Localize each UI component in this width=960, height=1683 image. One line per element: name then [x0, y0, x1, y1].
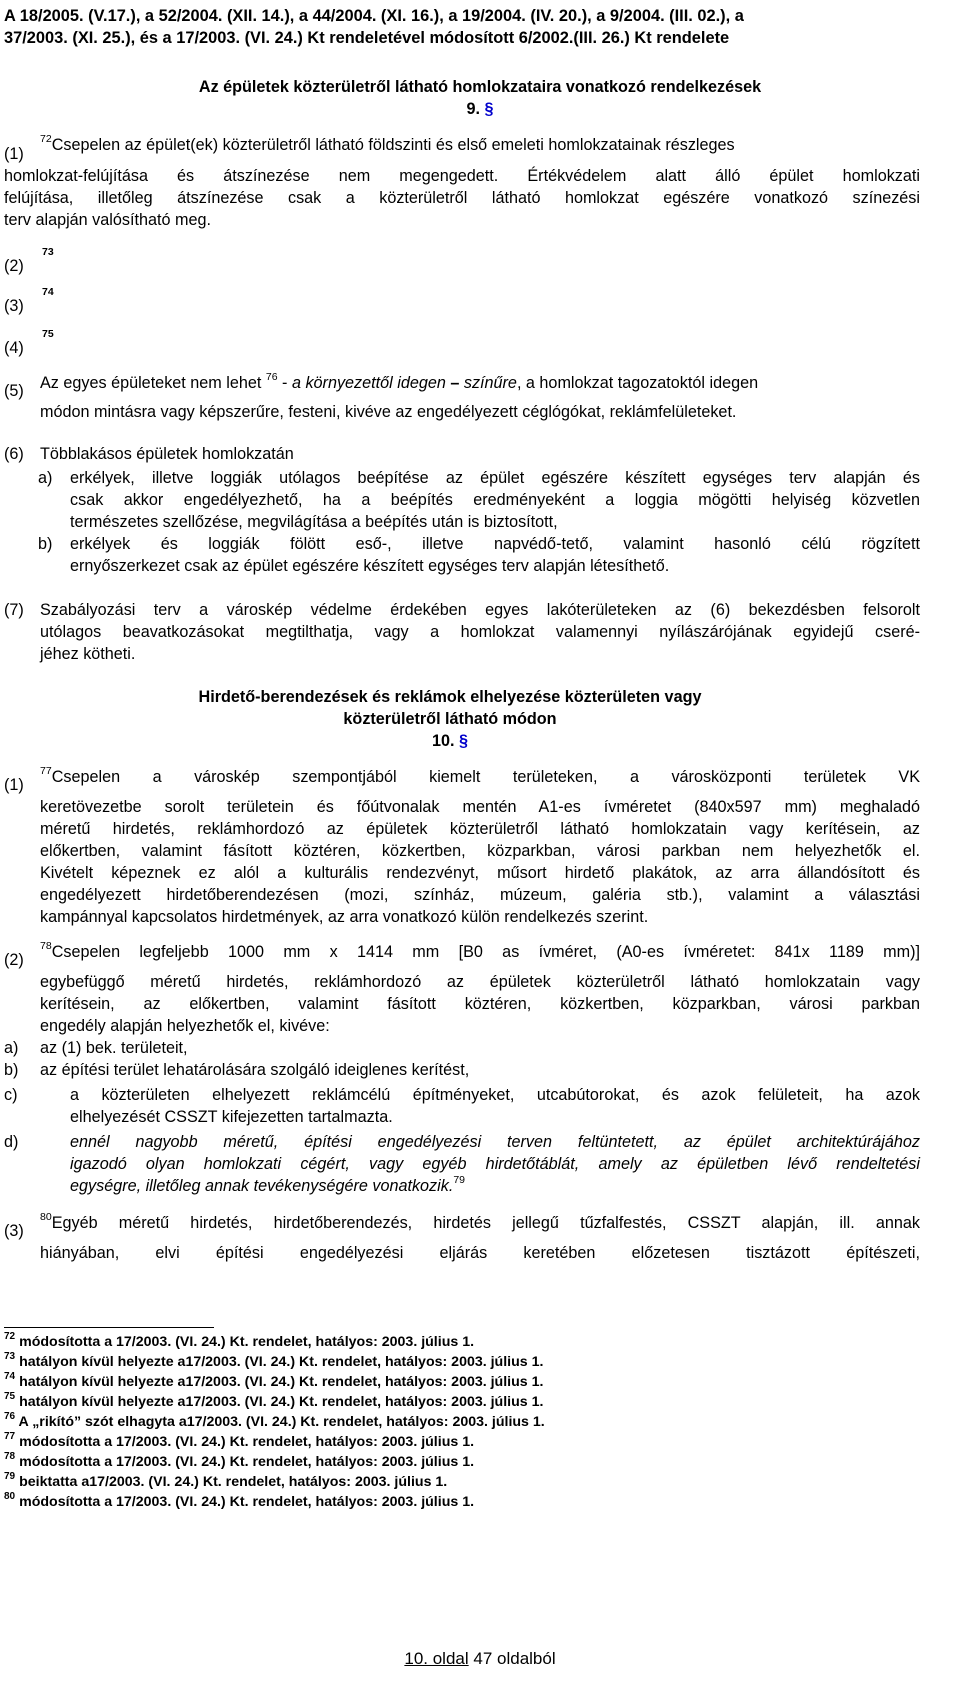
s9-p6-a-line3: természetes szellőzése, megvilágítása a beépítés után is biztosított,: [70, 513, 558, 531]
footnote: [4, 1393, 543, 1411]
footnote-number: 77: [4, 1431, 16, 1443]
paragraph-number: (4): [4, 339, 24, 357]
footnote: [4, 1413, 545, 1431]
footnote-separator: [4, 1327, 214, 1328]
section-10-heading-line1: Hirdető-berendezések és reklámok elhelyezése közterületen vagy: [198, 688, 702, 706]
list-label: b): [4, 1061, 19, 1079]
s9-p7-line3: jéhez kötheti.: [40, 645, 136, 663]
list-label: a): [4, 1039, 19, 1057]
s10-p1-line5: Kivételt képeznek ez alól a kulturális rendezvényt, műsort hirdető plakátok, az arra állandósított és: [40, 864, 920, 882]
s9-p6-b-line1: erkélyek és loggiák fölött eső-, illetve napvédő-tető, valamint hasonló célú rögzített: [70, 535, 920, 553]
footnote-ref[interactable]: 77: [40, 764, 52, 777]
footnote-text: módosította a 17/2003. (VI. 24.) Kt. rendelet, hatályos: 2003. július 1.: [19, 1454, 475, 1470]
s10-p2-d-line3: [70, 1173, 920, 1198]
s10-p1-line3: méretű hirdetés, reklámhordozó az épületek közterületről látható homlokzatain vagy kerítésein, az: [40, 820, 920, 838]
footnote-number: 75: [4, 1391, 16, 1403]
italic-text: a környezettől idegen: [291, 374, 446, 392]
page-total: 47 oldalból: [468, 1649, 556, 1668]
footnote-number: 80: [4, 1491, 16, 1503]
s9-p1-line1: [40, 132, 920, 157]
footnote-ref[interactable]: 76: [265, 370, 278, 383]
s9-p7-line2: utólagos beavatkozásokat megtilthatja, vagy a homlokzat valamennyi nyílászárójának egyidejű cseré-: [40, 623, 920, 641]
s10-p2-d-line1: ennél nagyobb méretű, építési engedélyezési terven feltüntetett, az épület architektúrájához: [70, 1133, 920, 1151]
footnote-number: 72: [4, 1331, 16, 1343]
footnote-text: hatályon kívül helyezte a17/2003. (VI. 24.) Kt. rendelet, hatályos: 2003. július 1.: [19, 1394, 544, 1410]
footnote: [4, 1453, 474, 1471]
page-number: 10. oldal: [404, 1649, 469, 1668]
text: -: [277, 374, 292, 392]
footnote-number: 73: [4, 1351, 16, 1363]
s10-p1-line6: engedélyezett hirdetőberendezésen (mozi, színház, múzeum, galéria stb.), valamint a választási: [40, 886, 920, 904]
footnote-text: hatályon kívül helyezte a17/2003. (VI. 24.) Kt. rendelet, hatályos: 2003. július 1.: [19, 1374, 544, 1390]
section-9-number: [0, 99, 960, 121]
paragraph-number: (3): [4, 1222, 24, 1240]
section-9-heading: Az épületek közterületről látható homlokzataira vonatkozó rendelkezések: [198, 78, 762, 96]
paragraph-number: (1): [4, 145, 24, 163]
text: Az egyes épületeket nem lehet: [40, 374, 266, 392]
footnote: [4, 1493, 474, 1511]
s10-p2-line2: egybefüggő méretű hirdetés, reklámhordozó az épületek közterületről látható homlokzatain vagy: [40, 973, 920, 991]
footnote-ref[interactable]: 79: [453, 1173, 466, 1186]
text: Egyéb méretű hirdetés, hirdetőberendezés, hirdetés jellegű tűzfalfestés, CSSZT alapján, ill. annak: [51, 1214, 920, 1232]
s9-p6-a-line1: erkélyek, illetve loggiák utólagos beépítése az épület egészére készített egységes terv alapján és: [70, 469, 920, 487]
footnote-number: 74: [4, 1371, 16, 1383]
s10-p1-line7: kampánnyal kapcsolatos hirdetmények, az arra vonatkozó külön rendelkezés szerint.: [40, 908, 649, 926]
s10-p3-line1: [40, 1210, 920, 1235]
text: Csepelen legfeljebb 1000 mm x 1414 mm [B0 as ívméret, (A0-es ívméretet: 841x 1189 mm)]: [51, 943, 920, 961]
paragraph-number: (3): [4, 297, 24, 315]
s10-p3-line2: hiányában, elvi építési engedélyezési eljárás keretében előzetesen tisztázott építészeti,: [40, 1244, 920, 1262]
footnote-ref[interactable]: 78: [40, 939, 52, 952]
s10-p2-line4: engedély alapján helyezhetők el, kivéve:: [40, 1017, 330, 1035]
footnote-ref[interactable]: 72: [40, 132, 52, 145]
list-label: b): [38, 535, 53, 553]
s9-p5-line2: módon mintásra vagy képszerűre, festeni, kivéve az engedélyezett céglógókat, reklámfelületeket.: [40, 403, 737, 421]
s10-p2-c-line2: elhelyezését CSSZT kifejezetten tartalmazta.: [70, 1108, 393, 1126]
footnote-text: hatályon kívül helyezte a17/2003. (VI. 24.) Kt. rendelet, hatályos: 2003. július 1.: [19, 1354, 544, 1370]
s9-p1-line2: homlokzat-felújítása és átszínezése nem megengedett. Értékvédelem alatt álló épület homlokzati: [4, 167, 920, 185]
paragraph-number: (2): [4, 257, 24, 275]
s9-p1-line3: felújítása, illetőleg átszínezése csak a közterületről látható homlokzat egészére vonatkozó színezési: [4, 189, 920, 207]
footnote-ref[interactable]: 80: [40, 1210, 52, 1223]
section-10-number: [0, 731, 900, 753]
paragraph-number: (2): [4, 951, 24, 969]
footnote-text: beiktatta a17/2003. (VI. 24.) Kt. rendelet, hatályos: 2003. július 1.: [19, 1474, 448, 1490]
footnote-number: 78: [4, 1451, 16, 1463]
section-9-number-text: 9.: [466, 100, 485, 118]
footnote-number: 76: [4, 1411, 16, 1423]
s10-p1-line1: [40, 764, 920, 789]
footnote-text: módosította a 17/2003. (VI. 24.) Kt. rendelet, hatályos: 2003. július 1.: [19, 1434, 475, 1450]
s10-p2-line1: [40, 939, 920, 964]
text: , a homlokzat tagozatoktól idegen: [516, 374, 759, 392]
header-line-1: A 18/2005. (V.17.), a 52/2004. (XII. 14.), a 44/2004. (XI. 16.), a 19/2004. (IV. 20.), a 9/2004. (III. 02.), a: [4, 7, 744, 25]
s9-p1-line4: terv alapján valósítható meg.: [4, 211, 211, 229]
section-10-number-text: 10.: [431, 732, 459, 750]
paragraph-number: (7): [4, 601, 24, 619]
footnote: [4, 1473, 447, 1491]
paragraph-number: (1): [4, 776, 24, 794]
page-footer: [0, 1648, 960, 1670]
document-header: [4, 5, 944, 49]
footnote: [4, 1433, 474, 1451]
s9-p6-b-line2: ernyőszerkezet csak az épület egészére készített egységes terv alapján létesíthető.: [70, 557, 670, 575]
footnote: [4, 1373, 543, 1391]
paragraph-number: (5): [4, 382, 24, 400]
section-link[interactable]: §: [484, 100, 494, 118]
s10-p2-b: az építési terület lehatárolására szolgáló ideiglenes kerítést,: [40, 1061, 470, 1079]
footnote: [4, 1333, 474, 1351]
list-label: c): [4, 1086, 18, 1104]
s9-p5-line1: [40, 370, 920, 395]
footnote-text: módosította a 17/2003. (VI. 24.) Kt. rendelet, hatályos: 2003. július 1.: [19, 1334, 475, 1350]
footnote-text: A „rikító” szót elhagyta a17/2003. (VI. 24.) Kt. rendelet, hatályos: 2003. július 1.: [18, 1414, 545, 1430]
text: Csepelen az épület(ek) közterületről látható földszinti és első emeleti homlokzatainak részleges: [51, 136, 735, 154]
s10-p1-line4: előkertben, valamint fásított köztéren, közkertben, közparkban, városi parkban nem helyezhetők el.: [40, 842, 920, 860]
s9-p6-a-line2: csak akkor engedélyezhető, ha a beépítés eredményeként a loggia mögötti helyiség közvetlen: [70, 491, 920, 509]
italic-text: színűre: [463, 374, 517, 392]
s10-p2-d-line2: igazodó olyan homlokzati cégért, vagy egyéb hirdetőtáblát, amely az épületben lévő rendeltetési: [70, 1155, 920, 1173]
s10-p2-c-line1: a közterületen elhelyezett reklámcélú építményeket, utcabútorokat, és azok felületeit, ha azok: [70, 1086, 920, 1104]
dash: –: [445, 374, 464, 392]
footnote: [4, 1353, 543, 1371]
document-page: A 18/2005. (V.17.), a 52/2004. (XII. 14.), a 44/2004. (XI. 16.), a 19/2004. (IV. 20.), a 9/2004. (III. 02.), a 37/2003. (XI. 25.), és a 17/2003. (VI. 24.) Kt rendeletével módosított 6/2002.(III. 26.) Kt rendelete Az épületek közterületről látható homlokzataira vonatkozó rendelkezések 9. § (1) $^{72}$Csepelen az épület(ek) közterületről látható földszinti és első emeleti homlokzatainak részleges homlokzat-felújítása és átszínezése nem megengedett. Értékvédelem alatt álló épület homlokzati felújítása, illetőleg átszínezése csak a közterületről látható homlokzat egészére vonatkozó színezési terv alapján valósítható meg. (2) 73 (3) 74 (4) 75 (5) Az egyes épületeket nem lehet $^{76}$ - a környezettől idegen – színűre, a homlokzat tagozatoktól idegen módon mintásra vagy képszerűre, festeni, kivéve az engedélyezett céglógókat, reklámfelületeket. (6) Többlakásos épületek homlokzatán a) erkélyek, illetve loggiák utólagos beépítése az épület egészére készített egységes terv alapján és csak akkor engedélyezhető, ha a beépítés eredményeként a loggia mögötti helyiség közvetlen természetes szellőzése, megvilágítása a beépítés után is biztosított, b) erkélyek és loggiák fölött eső-, illetve napvédő-tető, valamint hasonló célú rögzített ernyőszerkezet csak az épület egészére készített egységes terv alapján létesíthető. (7) Szabályozási terv a városkép védelme érdekében egyes lakóterületeken az (6) bekezdésben felsorolt utólagos beavatkozásokat megtilthatja, vagy a homlokzat valamennyi nyílászárójának egyidejű cseré- jéhez kötheti. Hirdető-berendezések és reklámok elhelyezése közterületen vagy közterületről látható módon 10. § (1) $^{77}$Csepelen a városkép szempontjából kiemelt területeken, a városközponti területek VK keretövezetbe sorolt területein és főútvonalak mentén A1-es ívméretet (840x597 mm) meghaladó méretű hirdetés, reklámhordozó az épületek közterületről látható homlokzatain vagy kerítésein, az előkertben, valamint fásított köztéren, közkertben, közparkban, városi parkban nem helyezhetők el. Kivételt képeznek ez alól a kulturális rendezvényt, műsort hirdető plakátok, az arra állandósított és engedélyezett hirdetőberendezésen (mozi, színház, múzeum, galéria stb.), valamint a választási kampánnyal kapcsolatos hirdetmények, az arra vonatkozó külön rendelkezés szerint. (2) $^{78}$Csepelen legfeljebb 1000 mm x 1414 mm [B0 as ívméret, (A0-es ívméretet: 841x 1189 mm)] egybefüggő méretű hirdetés, reklámhordozó az épületek közterületről látható homlokzatain vagy kerítésein, az előkertben, valamint fásított köztéren, közkertben, közparkban, városi parkban engedély alapján helyezhetők el, kivéve: a) az (1) bek. területeit, b) az építési terület lehatárolására szolgáló ideiglenes kerítést, c) a közterületen elhelyezett reklámcélú építményeket, utcabútorokat, és azok felületeit, ha azok elhelyezését CSSZT kifejezetten tartalmazta. d) ennél nagyobb méretű, építési engedélyezési terven feltüntetett, az épület architektúrájához igazodó olyan homlokzati cégért, vagy egyéb hirdetőtáblát, amely az épületben lévő rendeltetési egységre, illetőleg annak tevékenységére vonatkozik.$^{79}$ (3) $^{80}$Egyéb méretű hirdetés, hirdetőberendezés, hirdetés jellegű tűzfalfestés, CSSZT alapján, ill. annak hiányában, elvi építési engedélyezési eljárás keretében előzetesen tisztázott építészeti, $^{72}$ módosította a 17/2003. (VI. 24.) Kt. rendelet, hatályos: 2003. július 1. $^{73}$ hatályon kívül helyezte a17/2003. (VI. 24.) Kt. rendelet, hatályos: 2003. július 1. $^{74}$ hatályon kívül helyezte a17/2003. (VI. 24.) Kt. rendelet, hatályos: 2003. július 1. $^{75}$ hatályon kívül helyezte a17/2003. (VI. 24.) Kt. rendelet, hatályos: 2003. július 1. $^{76}$ A „rikító” szót elhagyta a17/2003. (VI. 24.) Kt. rendelet, hatályos: 2003. július 1. $^{77}$ módosította a 17/2003. (VI. 24.) Kt. rendelet, hatályos: 2003. július 1. $^{78}$ módosította a 17/2003. (VI. 24.) Kt. rendelet, hatályos: 2003. július 1. $^{79}$ beiktatta a17/2003. (VI. 24.) Kt. rendelet, hatályos: 2003. július 1. $^{80}$ módosította a 17/2003. (VI. 24.) Kt. rendelet, hatályos: 2003. július 1. 10. oldal 47 oldalból: [0, 0, 960, 1683]
footnote-text: módosította a 17/2003. (VI. 24.) Kt. rendelet, hatályos: 2003. július 1.: [19, 1494, 475, 1510]
s9-p7-line1: Szabályozási terv a városkép védelme érdekében egyes lakóterületeken az (6) bekezdésben felsorolt: [40, 601, 920, 619]
footnote-number: 79: [4, 1471, 16, 1483]
italic-text: egységre, illetőleg annak tevékenységére vonatkozik.: [70, 1177, 454, 1195]
paragraph-number: (6): [4, 445, 24, 463]
s9-p6-intro: Többlakásos épületek homlokzatán: [40, 445, 294, 463]
section-10-heading-line2: közterületről látható módon: [343, 710, 557, 728]
header-line-2: 37/2003. (XI. 25.), és a 17/2003. (VI. 24.) Kt rendeletével módosított 6/2002.(III. 26.) Kt rendelete: [4, 29, 730, 47]
list-label: a): [38, 469, 53, 487]
s10-p1-line2: keretövezetbe sorolt területein és főútvonalak mentén A1-es ívméretet (840x597 mm) meghaladó: [40, 798, 920, 816]
text: Csepelen a városkép szempontjából kiemelt területeken, a városközponti területek VK: [51, 768, 920, 786]
section-link[interactable]: §: [459, 732, 469, 750]
s10-p2-a: az (1) bek. területeit,: [40, 1039, 188, 1057]
s10-p2-line3: kerítésein, az előkertben, valamint fásított köztéren, közkertben, közparkban, városi parkban: [40, 995, 920, 1013]
list-label: d): [4, 1133, 19, 1151]
